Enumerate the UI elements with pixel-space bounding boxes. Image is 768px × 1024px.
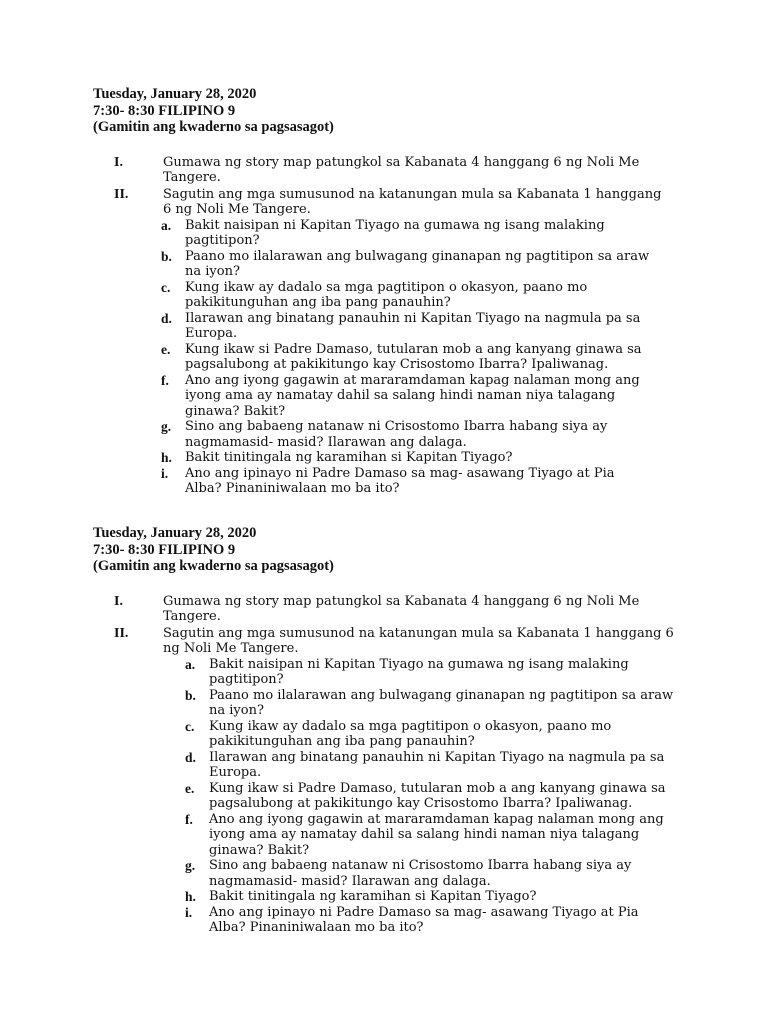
question-letter: g. — [185, 858, 196, 873]
question-text: Kung ikaw ay dadalo sa mga pagtitipon o okasyon, paano mo pakikitunguhan ang iba pang panauhin? — [185, 279, 588, 310]
question-h — [93, 889, 693, 905]
question-letter: g. — [161, 419, 172, 434]
question-text: Kung ikaw si Padre Damaso, tutularan mob a ang kanyang ginawa sa pagsalubong at pakikitungo kay Crisostomo Ibarra? Ipaliwanag. — [209, 780, 666, 811]
task-number: II. — [114, 625, 129, 641]
instruction-heading: (Gamitin ang kwaderno sa pagsasagot) — [93, 558, 334, 574]
question-e — [93, 342, 693, 373]
question-d — [93, 311, 693, 342]
question-g — [93, 858, 693, 889]
question-letter: e. — [185, 780, 195, 796]
question-text: Kung ikaw si Padre Damaso, tutularan mob a ang kanyang ginawa sa pagsalubong at pakikitungo kay Crisostomo Ibarra? Ipaliwanag. — [185, 341, 642, 372]
time-subject-heading: 7:30- 8:30 FILIPINO 9 — [93, 541, 236, 558]
question-b — [93, 688, 693, 719]
question-c — [93, 280, 693, 311]
question-letter: c. — [161, 279, 171, 295]
question-letter: i. — [161, 465, 169, 481]
question-f — [93, 373, 693, 420]
question-text: Sino ang babaeng natanaw ni Crisostomo Ibarra habang siya ay nagmamasid- masid? Ilarawan ang dalaga. — [209, 858, 632, 889]
question-text: Ano ang iyong gagawin at mararamdaman kapag nalaman mong ang iyong ama ay namatay dahil sa salang hindi naman niya talagang ginawa? Bakit? — [185, 372, 640, 419]
date-heading: Tuesday, January 28, 2020 — [93, 86, 257, 102]
question-d — [93, 750, 693, 781]
question-text: Ilarawan ang binatang panauhin ni Kapitan Tiyago na nagmula pa sa Europa. — [185, 310, 641, 341]
question-text: Ano ang ipinayo ni Padre Damaso sa mag- asawang Tiyago at Pia Alba? Pinaniniwalaan mo ba ito? — [209, 904, 639, 935]
task-text: Gumawa ng story map patungkol sa Kabanata 4 hanggang 6 ng Noli Me Tangere. — [163, 154, 640, 185]
question-letter: a. — [161, 217, 172, 233]
question-e — [93, 781, 693, 812]
question-letter: f. — [161, 372, 169, 388]
question-letter: h. — [161, 450, 172, 465]
question-letter: c. — [185, 718, 195, 734]
question-text: Bakit naisipan ni Kapitan Tiyago na gumawa ng isang malaking pagtitipon? — [185, 217, 605, 248]
question-letter: h. — [185, 889, 196, 904]
question-text: Ano ang ipinayo ni Padre Damaso sa mag- asawang Tiyago at Pia Alba? Pinaniniwalaan mo ba ito? — [185, 465, 615, 496]
question-letter: a. — [185, 656, 196, 672]
question-text: Paano mo ilalarawan ang bulwagang ginanapan ng pagtitipon sa araw na iyon? — [185, 248, 650, 279]
assignment-section-1 — [93, 86, 693, 497]
question-text: Kung ikaw ay dadalo sa mga pagtitipon o okasyon, paano mo pakikitunguhan ang iba pang panauhin? — [209, 718, 612, 749]
question-text: Bakit tinitingala ng karamihan si Kapitan Tiyago? — [185, 450, 513, 465]
instruction-heading: (Gamitin ang kwaderno sa pagsasagot) — [93, 119, 334, 135]
task-text: Gumawa ng story map patungkol sa Kabanata 4 hanggang 6 ng Noli Me Tangere. — [163, 593, 640, 624]
question-letter: e. — [161, 341, 171, 357]
question-a — [93, 218, 693, 249]
question-g — [93, 419, 693, 450]
question-text: Paano mo ilalarawan ang bulwagang ginanapan ng pagtitipon sa araw na iyon? — [209, 687, 674, 718]
task-number: I. — [114, 593, 123, 609]
question-letter: i. — [185, 904, 193, 920]
question-text: Sino ang babaeng natanaw ni Crisostomo Ibarra habang siya ay nagmamasid- masid? Ilarawan ang dalaga. — [185, 419, 608, 450]
question-letter: b. — [161, 248, 172, 264]
date-heading: Tuesday, January 28, 2020 — [93, 525, 257, 541]
question-text: Ilarawan ang binatang panauhin ni Kapitan Tiyago na nagmula pa sa Europa. — [209, 749, 665, 780]
question-letter: b. — [185, 687, 196, 703]
question-a — [93, 657, 693, 688]
question-text: Ano ang iyong gagawin at mararamdaman kapag nalaman mong ang iyong ama ay namatay dahil sa salang hindi naman niya talagang ginawa? Bakit? — [209, 811, 664, 858]
task-item-2 — [93, 626, 693, 657]
question-b — [93, 249, 693, 280]
task-item-1 — [93, 594, 693, 625]
question-text: Bakit naisipan ni Kapitan Tiyago na gumawa ng isang malaking pagtitipon? — [209, 656, 629, 687]
question-f — [93, 812, 693, 859]
question-i — [93, 466, 693, 497]
question-h — [93, 450, 693, 466]
question-text: Bakit tinitingala ng karamihan si Kapitan Tiyago? — [209, 889, 537, 904]
time-subject-heading: 7:30- 8:30 FILIPINO 9 — [93, 102, 236, 119]
task-number: I. — [114, 154, 123, 170]
assignment-section-2 — [93, 525, 693, 936]
question-c — [93, 719, 693, 750]
task-item-2 — [93, 187, 693, 218]
task-item-1 — [93, 155, 693, 186]
task-number: II. — [114, 186, 129, 202]
question-letter: d. — [161, 310, 172, 326]
question-letter: d. — [185, 749, 196, 765]
question-i — [93, 905, 693, 936]
question-letter: f. — [185, 811, 193, 827]
task-text: Sagutin ang mga sumusunod na katanungan mula sa Kabanata 1 hanggang 6 ng Noli Me Tangere. — [163, 625, 674, 656]
task-text: Sagutin ang mga sumusunod na katanungan mula sa Kabanata 1 hanggang 6 ng Noli Me Tangere. — [163, 186, 662, 217]
